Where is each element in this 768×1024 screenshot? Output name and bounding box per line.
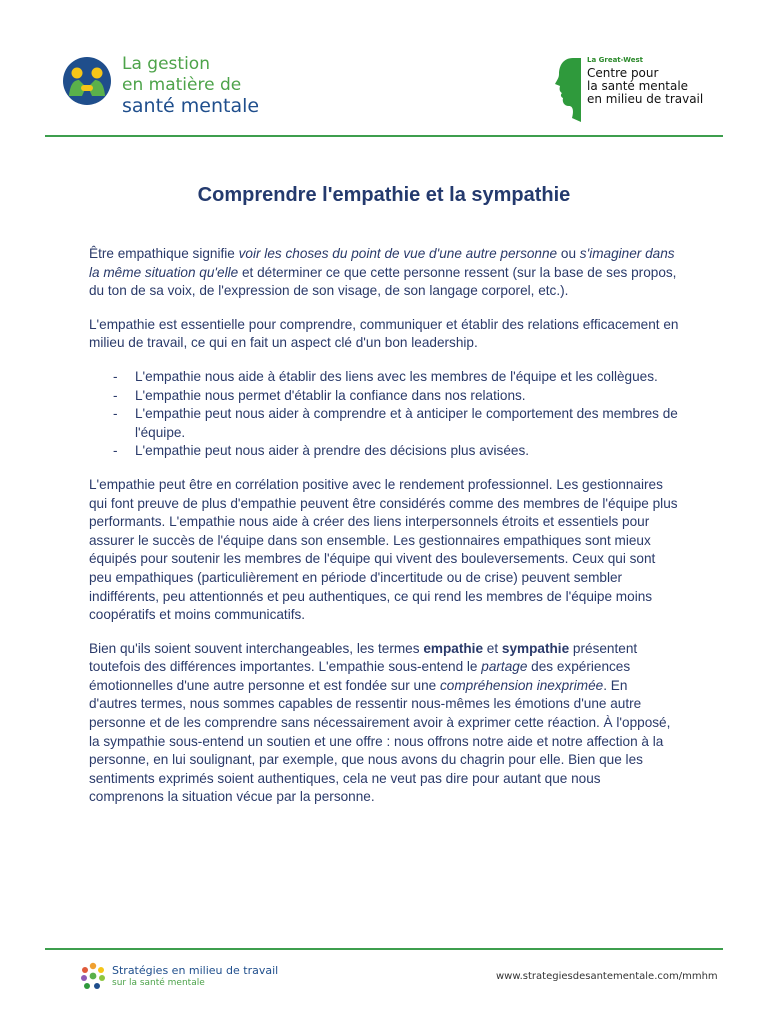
footer-logo-line-1: Stratégies en milieu de travail [112, 964, 279, 977]
bullet-dash: - [113, 406, 118, 422]
list-item [89, 368, 679, 387]
paragraph-definition [89, 245, 679, 301]
list-item-text: L'empathie peut nous aider à comprendre et à anticiper le comportement des membres de l'équipe. [135, 406, 678, 440]
text-run: ou [557, 246, 580, 261]
colored-dots-icon [80, 962, 106, 992]
paragraph-difference [89, 640, 679, 807]
logo-line-2: en matière de [122, 75, 242, 95]
list-item-text: L'empathie peut nous aider à prendre des décisions plus avisées. [135, 443, 530, 459]
document-body [89, 245, 679, 822]
bullet-dash: - [113, 443, 118, 459]
great-west-centre-logo [553, 56, 703, 126]
bullet-dash: - [113, 387, 118, 403]
bullet-dash: - [113, 368, 118, 384]
paragraph-importance: L'empathie est essentielle pour comprendre, communiquer et établir des relations efficacement en milieu de travail, ce qui en fait un aspect clé d'un bon leadership. [89, 316, 679, 351]
paragraph-performance: L'empathie peut être en corrélation positive avec le rendement professionnel. Les gestionnaires qui font preuve de plus d'empathie peuvent être considérés comme des membres de l'équipe plus performants. L'empathie nous aide à créer des liens interpersonnels étroits et essentiels pour assurer le succès de l'équipe dans son ensemble. Les gestionnaires empathiques sont mieux équipés pour soutenir les membres de l'équipe qui vivent des bouleversements. Ceux qui sont peu empathiques (particulièrement en période d'incertitude ou de crise) peuvent sembler indifférents, peu attentionnés et peu authentiques, ce qui rend les membres de l'équipe moins coopératifs et moins communicatifs. [89, 476, 678, 623]
benefits-list [89, 368, 679, 461]
text-run: . En d'autres termes, nous sommes capables de ressentir nous-mêmes les émotions d'une autre personne et de les comprendre sans nécessairement avoir à exprimer cette réaction. À l'opposé, la sympathie sous-entend un soutien et une offre : nous offrons notre aide et notre affection à la personne, en lui soulignant, par exemple, que nous avons du chagrin pour elle. Bien que les sentiments exprimés soient authentiques, cela ne veut pas dire pour autant que nous comprenons la situation vécue par la personne. [89, 677, 671, 805]
centre-line-2: la santé mentale [587, 79, 689, 93]
text-run: Bien qu'ils soient souvent interchangeables, les termes [89, 640, 424, 656]
strategies-logo [80, 962, 278, 992]
emphasis-text: compréhension inexprimée [440, 677, 604, 693]
emphasis-text: partage [481, 659, 528, 675]
list-item [89, 405, 679, 442]
text-run: des expériences émotionnelles d'une autre personne et est fondée sur une [89, 659, 631, 693]
centre-line-1: Centre pour [587, 66, 659, 80]
footer-divider [45, 948, 723, 950]
emphasis-text: voir les choses du point de vue d'une autre personne [238, 246, 558, 261]
list-item-text: L'empathie nous permet d'établir la confiance dans nos relations. [135, 387, 526, 403]
centre-line-3: en milieu de travail [587, 92, 704, 106]
list-item [89, 442, 679, 461]
page-title: Comprendre l'empathie et la sympathie [197, 184, 571, 206]
list-item-text: L'empathie nous aide à établir des liens avec les membres de l'équipe et les collègues. [135, 368, 658, 384]
handshake-icon [62, 56, 112, 106]
logo-line-1: La gestion [122, 54, 210, 74]
mental-health-management-logo [62, 56, 259, 117]
bold-term: empathie [423, 640, 484, 656]
page-header [0, 0, 768, 140]
text-run: présentent toutefois des différences importantes. L'empathie sous-entend le [89, 640, 638, 675]
profile-head-icon [553, 56, 583, 126]
brand-label: La Great-West [587, 56, 643, 64]
footer-url[interactable]: www.strategiesdesantementale.com/mmhm [496, 971, 718, 982]
text-run: et déterminer ce que cette personne ressent (sur la base de ses propos, du ton de sa voix, de l'expression de son visage, de son langage corporel, etc.). [89, 264, 677, 299]
footer-logo-line-2: sur la santé mentale [112, 978, 205, 988]
list-item [89, 387, 679, 406]
emphasis-text: s'imaginer dans la même situation qu'elle [89, 246, 675, 280]
header-divider [45, 135, 723, 137]
text-run: et [483, 640, 502, 656]
bold-term: sympathie [501, 640, 570, 656]
logo-line-3: santé mentale [122, 95, 260, 117]
text-run: Être empathique signifie [89, 246, 239, 261]
